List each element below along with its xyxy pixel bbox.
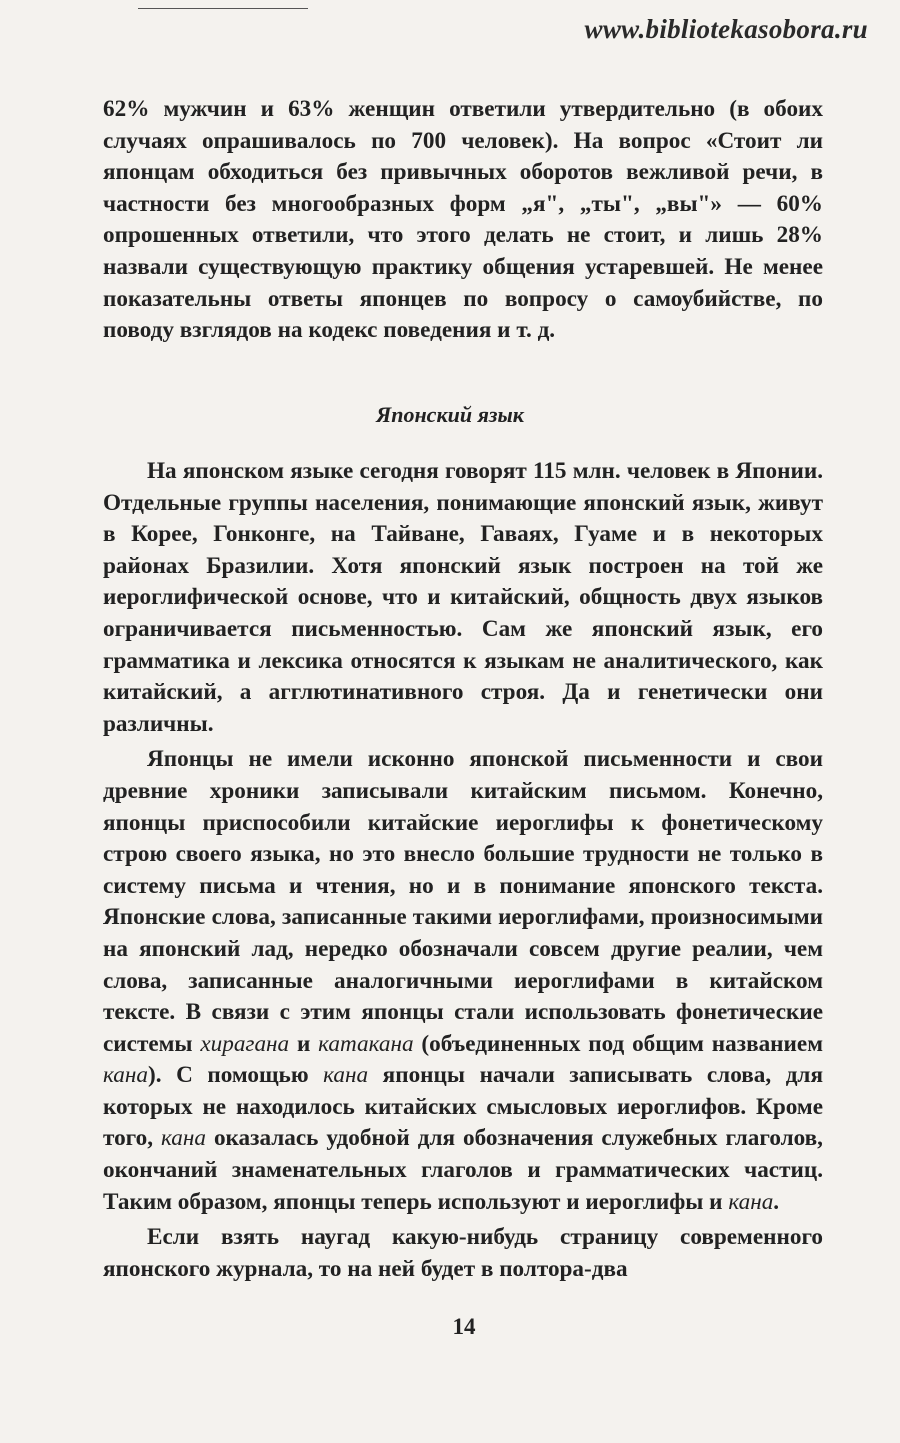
text-block-top	[103, 94, 823, 347]
term-hiragana: хирагана	[200, 1030, 290, 1057]
page-number: 14	[452, 1314, 476, 1339]
paragraph-2: Японцы не имели исконно японской письменности и свои древние хроники записывали китайским письмом. Конечно, японцы приспособили китайские иероглифы к фонетическому строю своего языка, но это внесло большие трудности не только в систему письма и чтения, но и в понимание японского текста. Японские слова, записанные такими иероглифами, произносимыми на японский лад, нередко обозначали совсем другие реалии, чем слова, записанные аналогичными иероглифами в китайском тексте. В связи с этим японцы стали использовать фонетические системы хирагана и катакана (объединенных под общим названием кана). С помощью кана японцы начали записывать слова, для которых не находилось китайских смысловых иероглифов. Кроме того, кана оказалась удобной для обозначения служебных глаголов, окончаний знаменательных глаголов и грамматических частиц. Таким образом, японцы теперь используют и иероглифы и кана.	[103, 746, 823, 1215]
text-block-body	[103, 456, 823, 1285]
paragraph-1: На японском языке сегодня говорят 115 млн. человек в Японии. Отдельные группы населения, понимающие японский язык, живут в Корее, Гонконге, на Тайване, Гаваях, Гуаме и в некоторых районах Бразилии. Хотя японский язык построен на той же иероглифической основе, что и китайский, общность двух языков ограничивается письменностью. Сам же японский язык, его грамматика и лексика относятся к языкам не аналитического, как китайский, а агглютинативного строя. Да и генетически они различны.	[103, 458, 823, 737]
paragraph-top: 62% мужчин и 63% женщин ответили утвердительно (в обоих случаях опрашивалось по 700 человек). На вопрос «Стоит ли японцам обходиться без привычных оборотов вежливой речи, в частности без многообразных форм „я", „ты", „вы"» — 60% опрошенных ответили, что этого делать не стоит, и лишь 28% назвали существующую практику общения устаревшей. Не менее показательны ответы японцев по вопросу о самоубийстве, по поводу взглядов на кодекс поведения и т. д.	[103, 96, 823, 344]
term-kana: кана	[728, 1188, 774, 1215]
term-kana: кана	[161, 1125, 206, 1152]
term-kana: кана	[103, 1062, 148, 1089]
top-rule	[138, 8, 308, 9]
term-katakana: катакана	[318, 1030, 414, 1057]
paragraph-3: Если взять наугад какую-нибудь страницу современного японского журнала, то на ней будет в полтора-два	[103, 1224, 823, 1282]
term-kana: кана	[323, 1062, 369, 1089]
watermark-url: www.bibliotekasobora.ru	[584, 14, 868, 44]
section-heading: Японский язык	[376, 402, 524, 427]
